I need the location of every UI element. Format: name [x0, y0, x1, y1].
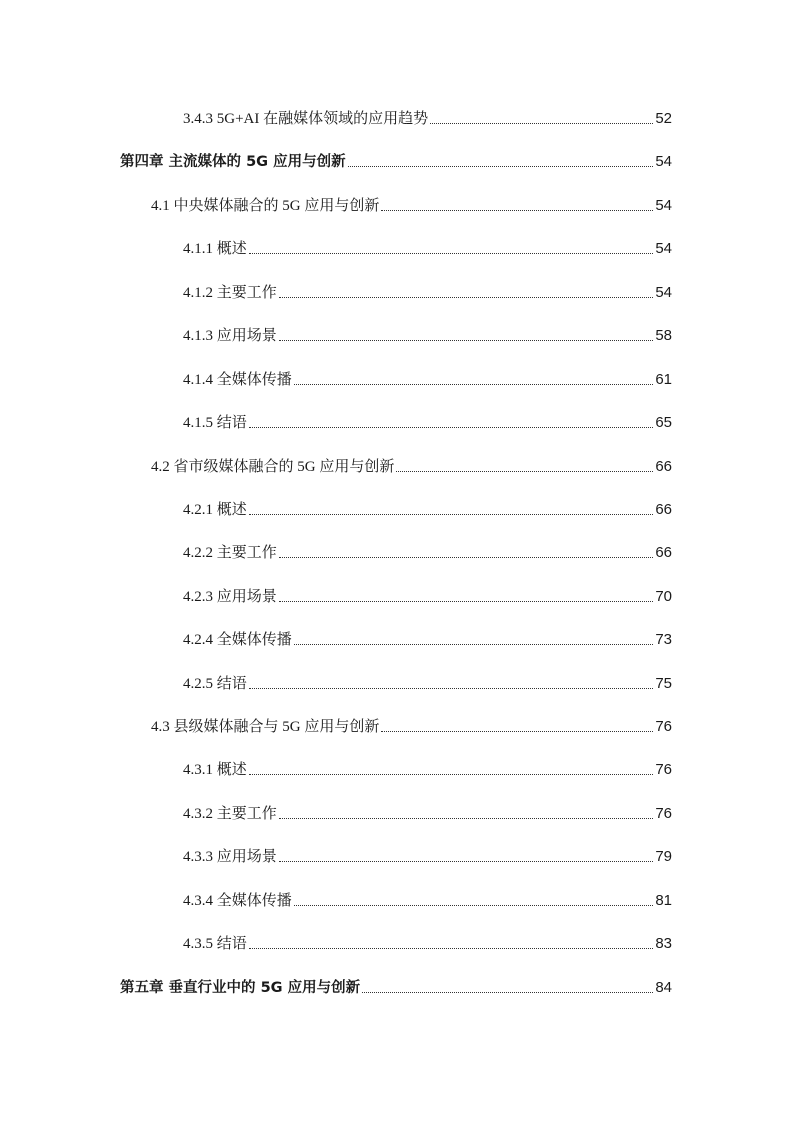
toc-entry-label: 4.2.1 概述 [183, 502, 247, 518]
toc-entry-chapter-4[interactable] [120, 150, 672, 172]
toc-entry-4-2-4[interactable] [183, 628, 672, 650]
toc-entry-label: 4.3.5 结语 [183, 936, 247, 952]
toc-entry-page: 79 [655, 848, 672, 865]
toc-entry-label: 4.1.1 概述 [183, 241, 247, 257]
toc-entry-4-3-5[interactable] [183, 932, 672, 954]
toc-entry-label: 4.1.2 主要工作 [183, 285, 277, 301]
dot-leader [249, 774, 654, 775]
dot-leader [249, 253, 654, 254]
toc-entry-page: 52 [655, 110, 672, 127]
toc-entry-4-3-4[interactable] [183, 889, 672, 911]
dot-leader [279, 818, 654, 819]
toc-entry-4-3-1[interactable] [183, 758, 672, 780]
toc-entry-label: 4.1.5 结语 [183, 415, 247, 431]
toc-entry-label: 4.3.4 全媒体传播 [183, 893, 292, 909]
toc-entry-page: 75 [655, 675, 672, 692]
toc-entry-page: 61 [655, 371, 672, 388]
toc-entry-label: 4.3 县级媒体融合与 5G 应用与创新 [151, 719, 380, 735]
dot-leader [279, 601, 654, 602]
toc-entry-page: 83 [655, 935, 672, 952]
dot-leader [279, 861, 654, 862]
toc-entry-label: 4.2.4 全媒体传播 [183, 632, 292, 648]
dot-leader [396, 471, 653, 472]
toc-entry-4-1-5[interactable] [183, 411, 672, 433]
dot-leader [249, 948, 654, 949]
toc-entry-label: 4.1.3 应用场景 [183, 328, 277, 344]
dot-leader [279, 557, 654, 558]
toc-entry-label: 4.3.1 概述 [183, 762, 247, 778]
toc-entry-page: 66 [655, 501, 672, 518]
toc-entry-3-4-3[interactable] [183, 107, 672, 129]
toc-entry-label: 4.1.4 全媒体传播 [183, 372, 292, 388]
toc-entry-4-2[interactable] [151, 455, 672, 477]
toc-entry-4-2-2[interactable] [183, 541, 672, 563]
toc-entry-4-3[interactable] [151, 715, 672, 737]
toc-entry-4-3-3[interactable] [183, 845, 672, 867]
toc-entry-page: 54 [655, 284, 672, 301]
toc-entry-page: 76 [655, 718, 672, 735]
toc-entry-page: 81 [655, 892, 672, 909]
toc-entry-label: 4.2.2 主要工作 [183, 545, 277, 561]
toc-entry-4-1-3[interactable] [183, 324, 672, 346]
dot-leader [294, 644, 654, 645]
toc-entry-label: 4.3.3 应用场景 [183, 849, 277, 865]
dot-leader [279, 297, 654, 298]
dot-leader [249, 514, 654, 515]
dot-leader [381, 731, 653, 732]
toc-entry-4-1-2[interactable] [183, 281, 672, 303]
dot-leader [430, 123, 653, 124]
toc-entry-label: 4.2.5 结语 [183, 676, 247, 692]
toc-entry-label: 4.2.3 应用场景 [183, 589, 277, 605]
dot-leader [348, 166, 654, 167]
toc-entry-4-1-4[interactable] [183, 368, 672, 390]
toc-entry-page: 54 [655, 153, 672, 170]
toc-entry-label: 第五章 垂直行业中的 5G 应用与创新 [120, 980, 361, 996]
toc-entry-label: 4.3.2 主要工作 [183, 806, 277, 822]
dot-leader [249, 427, 654, 428]
toc-entry-page: 54 [655, 240, 672, 257]
toc-entry-label: 4.1 中央媒体融合的 5G 应用与创新 [151, 198, 380, 214]
toc-entry-label: 3.4.3 5G+AI 在融媒体领域的应用趋势 [183, 111, 429, 127]
dot-leader [294, 384, 654, 385]
toc-entry-4-2-1[interactable] [183, 498, 672, 520]
toc-entry-page: 76 [655, 761, 672, 778]
toc-entry-page: 73 [655, 631, 672, 648]
dot-leader [279, 340, 654, 341]
toc-entry-4-3-2[interactable] [183, 802, 672, 824]
toc-entry-page: 58 [655, 327, 672, 344]
toc-entry-4-2-5[interactable] [183, 672, 672, 694]
dot-leader [362, 992, 653, 993]
toc-entry-page: 65 [655, 414, 672, 431]
toc-entry-label: 4.2 省市级媒体融合的 5G 应用与创新 [151, 459, 395, 475]
toc-entry-page: 84 [655, 979, 672, 996]
toc-entry-page: 70 [655, 588, 672, 605]
toc-entry-page: 76 [655, 805, 672, 822]
toc-entry-4-1[interactable] [151, 194, 672, 216]
dot-leader [249, 688, 654, 689]
toc-entry-page: 66 [655, 544, 672, 561]
dot-leader [294, 905, 654, 906]
dot-leader [381, 210, 653, 211]
toc-entry-page: 66 [655, 458, 672, 475]
toc-entry-chapter-5[interactable] [120, 976, 672, 998]
toc-entry-page: 54 [655, 197, 672, 214]
toc-entry-label: 第四章 主流媒体的 5G 应用与创新 [120, 154, 346, 170]
toc-entry-4-1-1[interactable] [183, 237, 672, 259]
toc-entry-4-2-3[interactable] [183, 585, 672, 607]
